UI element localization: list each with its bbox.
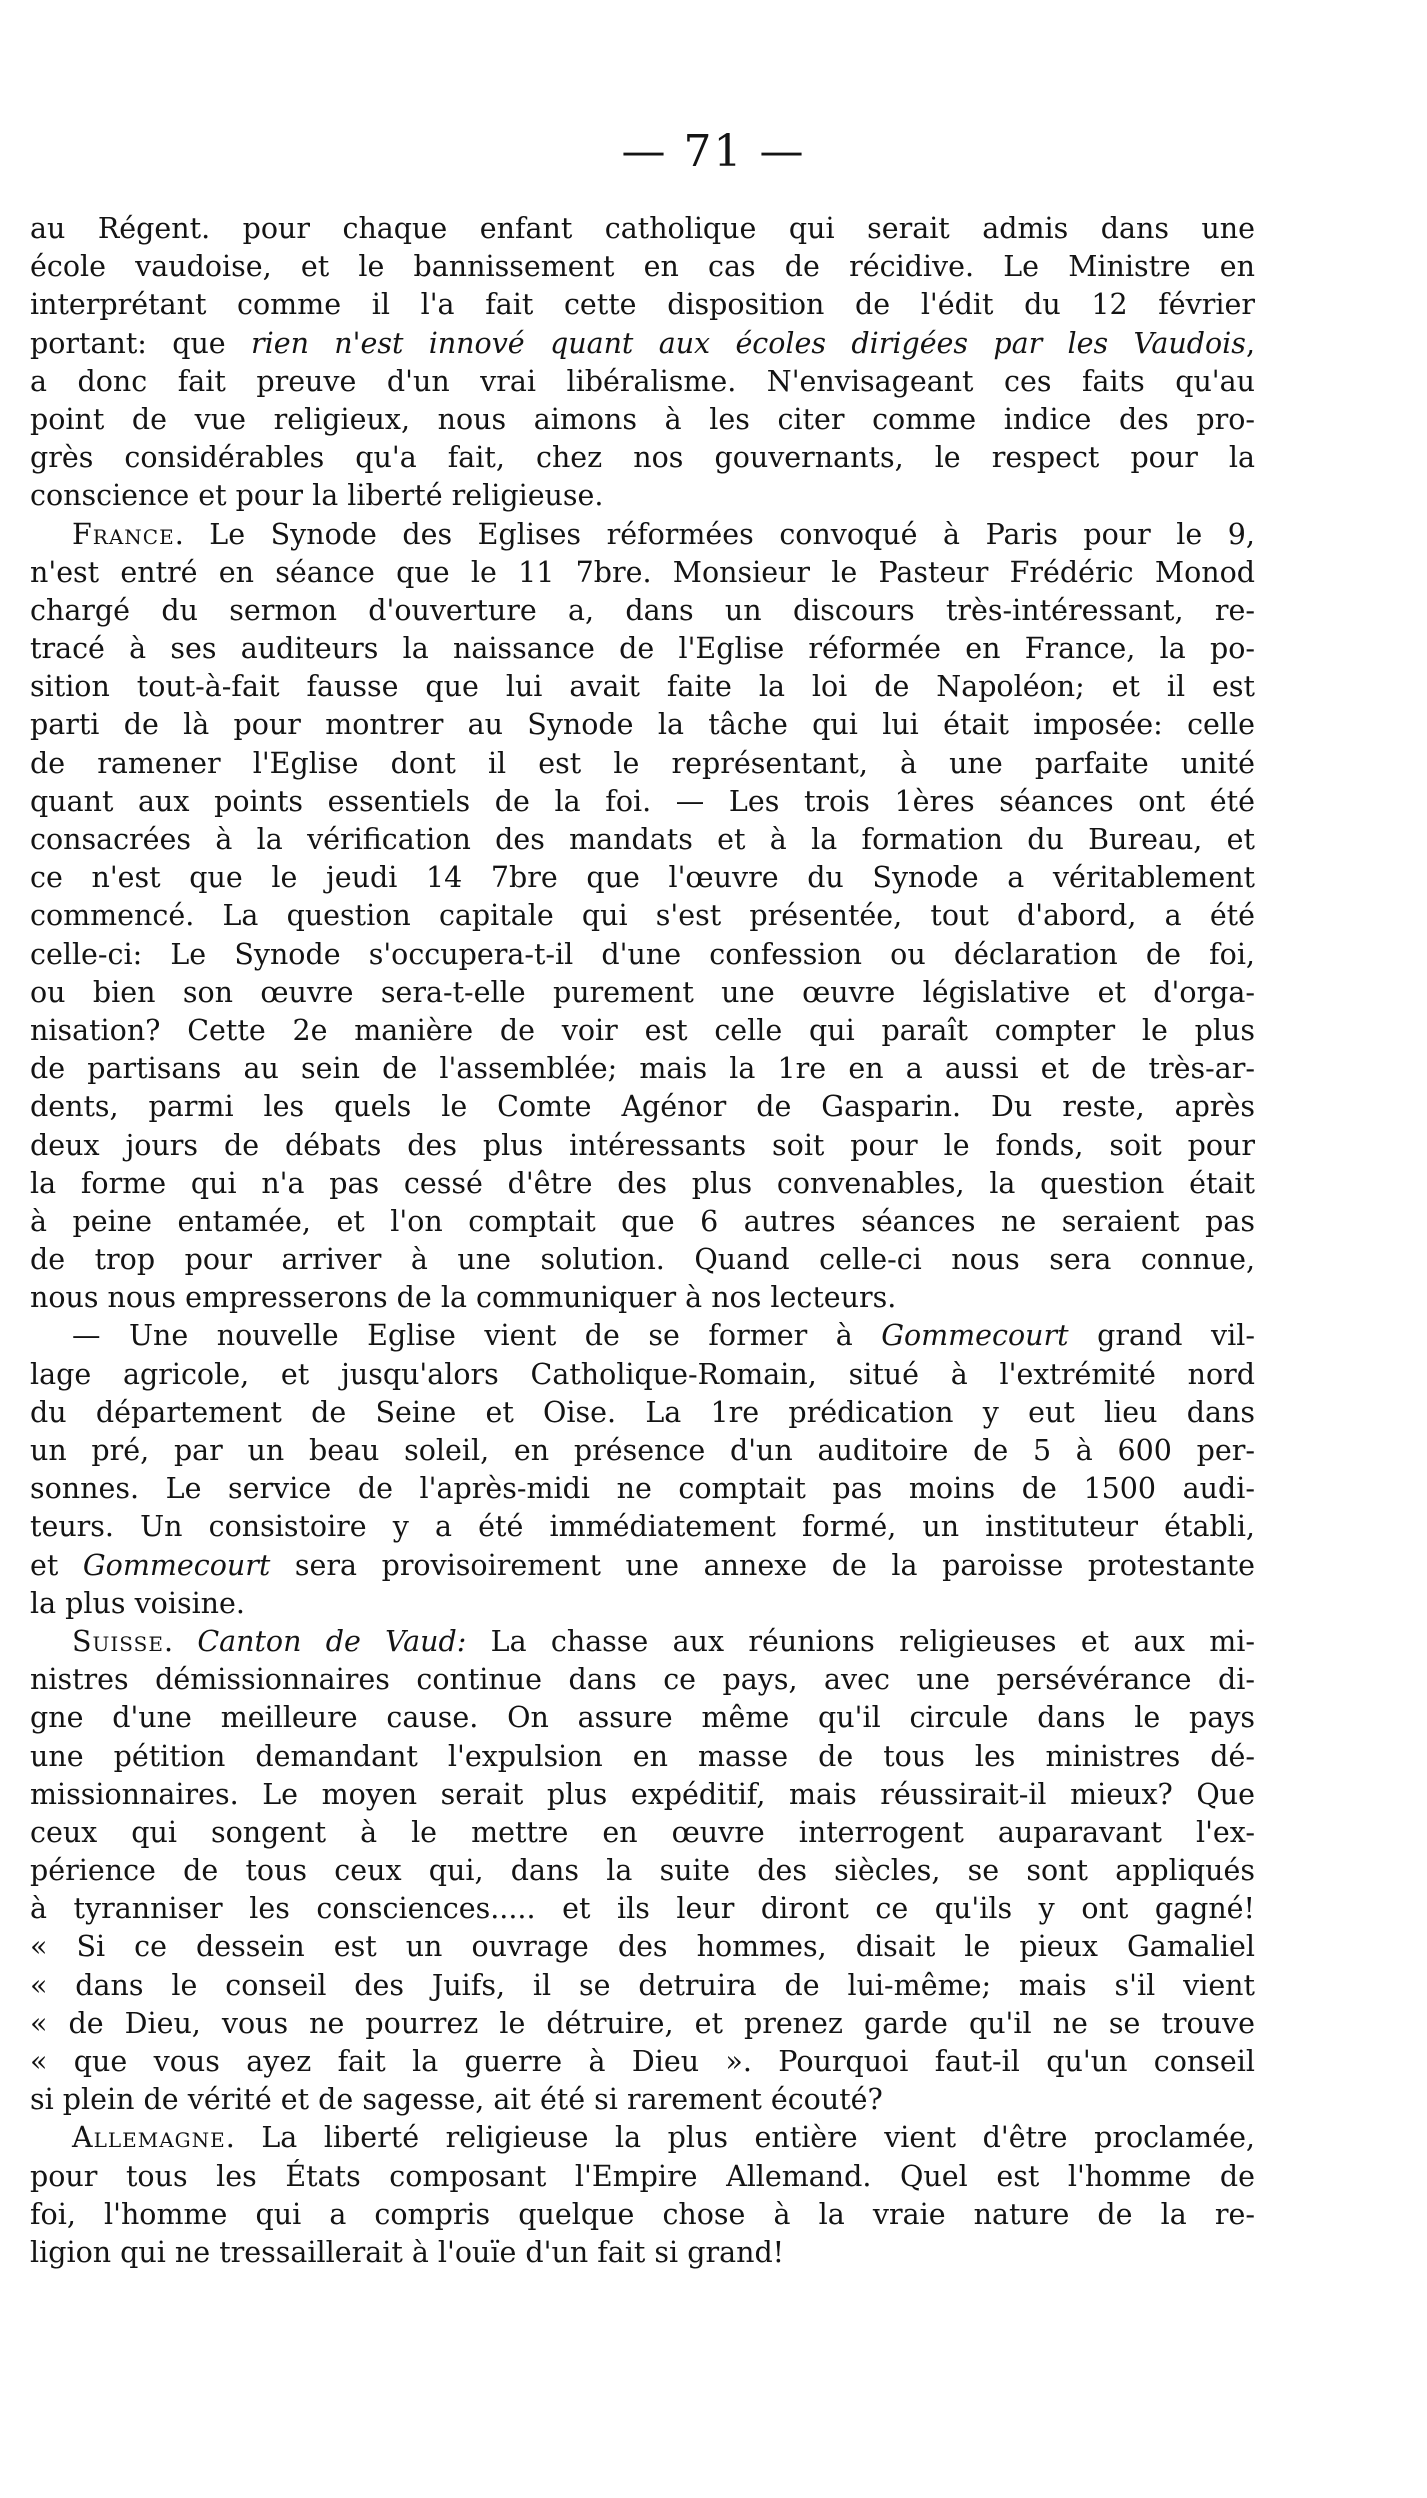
text-line — [30, 1127, 1255, 1165]
text-line — [30, 1470, 1255, 1508]
text-segment: de ramener l'Eglise dont il est le représentant, à une parfaite unité — [30, 746, 1255, 780]
text-segment: la forme qui n'a pas cessé d'être des plus convenables, la question était — [30, 1166, 1255, 1200]
text-segment: missionnaires. Le moyen serait plus expéditif, mais réussirait-il mieux? Que — [30, 1777, 1255, 1811]
text-line — [30, 325, 1255, 363]
text-segment: ou bien son œuvre sera-t-elle purement une œuvre législative et d'orga- — [30, 975, 1255, 1009]
text-line — [30, 286, 1255, 324]
italic-text: rien n'est innové quant aux écoles dirigées par les Vaudois — [250, 326, 1246, 360]
text-segment: — Une nouvelle Eglise vient de se former à — [72, 1319, 882, 1353]
text-line — [30, 1776, 1255, 1814]
text-segment: si plein de vérité et de sagesse, ait été si rarement écouté? — [30, 2083, 883, 2117]
text-segment: au Régent. pour chaque enfant catholique qui serait admis dans une — [30, 212, 1255, 245]
text-segment: consacrées à la vérification des mandats et à la formation du Bureau, et — [30, 823, 1255, 856]
text-segment: « de Dieu, vous ne pourrez le détruire, et prenez garde qu'il ne se trouve — [30, 2006, 1255, 2040]
text-line — [30, 1279, 1255, 1317]
text-segment: de partisans au sein de l'assemblée; mais la 1re en a aussi et de très-ar- — [30, 1052, 1255, 1086]
text-segment: conscience et pour la liberté religieuse. — [30, 479, 604, 513]
text-segment: La chasse aux réunions religieuses et aux mi- — [466, 1624, 1255, 1658]
text-segment: du département de Seine et Oise. La 1re prédication y eut lieu dans — [30, 1395, 1255, 1429]
text-line — [30, 1699, 1255, 1737]
text-line — [30, 1967, 1255, 2005]
text-segment: parti de là pour montrer au Synode la tâche qui lui était imposée: celle — [30, 708, 1255, 742]
text-line — [30, 1203, 1255, 1241]
text-line — [30, 1050, 1255, 1088]
text-line — [30, 1814, 1255, 1852]
text-segment: portant: que — [30, 326, 251, 360]
text-line — [30, 745, 1255, 783]
text-segment: a donc fait preuve d'un vrai libéralisme. N'envisageant ces faits qu'au — [30, 364, 1255, 398]
section-heading: Allemagne — [72, 2121, 226, 2155]
text-line — [30, 1432, 1255, 1470]
text-line — [30, 1928, 1255, 1966]
text-line — [30, 1585, 1255, 1623]
text-segment: et — [30, 1548, 83, 1582]
text-segment: à peine entamée, et l'on comptait que 6 autres séances ne seraient pas — [30, 1204, 1255, 1238]
text-segment: , — [1245, 326, 1255, 360]
text-segment: « Si ce dessein est un ouvrage des hommes, disait le pieux Gamaliel — [30, 1930, 1255, 1964]
text-line — [30, 2119, 1255, 2157]
text-segment: une pétition demandant l'expulsion en masse de tous les ministres dé- — [30, 1739, 1255, 1773]
text-line — [30, 1852, 1255, 1890]
text-line — [30, 363, 1255, 401]
text-line — [30, 974, 1255, 1012]
text-line — [30, 668, 1255, 706]
text-segment: lage agricole, et jusqu'alors Catholique-Romain, situé à l'extrémité nord — [30, 1357, 1255, 1391]
text-segment: la plus voisine. — [30, 1586, 245, 1620]
text-segment: pour tous les États composant l'Empire Allemand. Quel est l'homme de — [30, 2159, 1255, 2193]
text-line — [30, 783, 1255, 821]
text-line — [30, 1356, 1255, 1394]
text-segment: deux jours de débats des plus intéressants soit pour le fonds, soit pour — [30, 1128, 1255, 1162]
text-segment: n'est entré en séance que le 11 7bre. Monsieur le Pasteur Frédéric Monod — [30, 555, 1255, 589]
page-number: — 71 — — [621, 126, 806, 177]
text-line — [30, 554, 1255, 592]
text-segment: de trop pour arriver à une solution. Quand celle-ci nous sera connue, — [30, 1243, 1255, 1277]
text-segment: grand vil- — [1068, 1319, 1255, 1353]
text-line — [30, 821, 1255, 859]
text-line — [30, 1661, 1255, 1699]
text-segment: périence de tous ceux qui, dans la suite des siècles, se sont appliqués — [30, 1854, 1255, 1888]
text-line — [30, 1012, 1255, 1050]
text-segment: commencé. La question capitale qui s'est présentée, tout d'abord, a été — [30, 899, 1255, 933]
text-segment: . La liberté religieuse la plus entière vient d'être proclamée, — [225, 2121, 1255, 2155]
text-segment: sonnes. Le service de l'après-midi ne comptait pas moins de 1500 audi- — [30, 1472, 1255, 1506]
italic-text: Canton de Vaud: — [197, 1624, 467, 1658]
text-line — [30, 248, 1255, 286]
text-line — [30, 2043, 1255, 2081]
text-line — [30, 706, 1255, 744]
text-segment: sera provisoirement une annexe de la paroisse protestante — [270, 1548, 1255, 1582]
text-segment: chargé du sermon d'ouverture a, dans un discours très-intéressant, re- — [30, 593, 1255, 627]
text-segment: grès considérables qu'a fait, chez nos gouvernants, le respect pour la — [30, 441, 1255, 475]
text-segment: dents, parmi les quels le Comte Agénor de Gasparin. Du reste, après — [30, 1090, 1255, 1124]
text-line — [30, 516, 1255, 554]
italic-text: Gommecourt — [82, 1548, 271, 1582]
text-line — [30, 897, 1255, 935]
text-segment: à tyranniser les consciences..... et ils leur diront ce qu'ils y ont gagné! — [30, 1892, 1255, 1926]
text-segment: nisation? Cette 2e manière de voir est celle qui paraît compter le plus — [30, 1013, 1255, 1047]
text-segment: tracé à ses auditeurs la naissance de l'Eglise réformée en France, la po- — [30, 632, 1255, 666]
text-segment: point de vue religieux, nous aimons à les citer comme indice des pro- — [30, 402, 1255, 436]
text-line — [30, 1394, 1255, 1432]
text-line — [30, 210, 1255, 248]
text-segment: ceux qui songent à le mettre en œuvre interrogent auparavant l'ex- — [30, 1815, 1255, 1849]
text-line — [30, 2005, 1255, 2043]
text-segment: teurs. Un consistoire y a été immédiatement formé, un instituteur établi, — [30, 1510, 1255, 1544]
text-line — [30, 1890, 1255, 1928]
text-line — [30, 2196, 1255, 2234]
text-line — [30, 401, 1255, 439]
text-segment: celle-ci: Le Synode s'occupera-t-il d'une confession ou déclaration de foi, — [30, 937, 1255, 971]
text-segment: « que vous ayez fait la guerre à Dieu ». Pourquoi faut-il qu'un conseil — [30, 2045, 1255, 2078]
text-line — [30, 2081, 1255, 2119]
text-segment: école vaudoise, et le bannissement en cas de récidive. Le Ministre en — [30, 250, 1255, 284]
text-segment: . Le Synode des Eglises réformées convoqué à Paris pour le 9, — [174, 517, 1255, 551]
text-line — [30, 2158, 1255, 2196]
text-line — [30, 630, 1255, 668]
text-segment: « dans le conseil des Juifs, il se detruira de lui-même; mais s'il vient — [30, 1968, 1255, 2002]
text-line — [30, 1547, 1255, 1585]
text-line — [30, 592, 1255, 630]
text-segment: ce n'est que le jeudi 14 7bre que l'œuvre du Synode a véritablement — [30, 861, 1255, 895]
text-segment: nistres démissionnaires continue dans ce pays, avec une persévérance di- — [30, 1663, 1255, 1697]
text-segment: gne d'une meilleure cause. On assure même qu'il circule dans le pays — [30, 1701, 1255, 1735]
text-line — [30, 1165, 1255, 1203]
text-segment: sition tout-à-fait fausse que lui avait faite la loi de Napoléon; et il est — [30, 670, 1255, 704]
text-line — [30, 1738, 1255, 1776]
body-text — [30, 210, 1255, 2272]
text-line — [30, 477, 1255, 515]
text-line — [30, 439, 1255, 477]
text-line — [30, 1088, 1255, 1126]
text-segment: quant aux points essentiels de la foi. — Les trois 1ères séances ont été — [30, 784, 1255, 818]
text-segment: . — [163, 1624, 198, 1658]
section-heading: Suisse — [72, 1624, 164, 1658]
text-line — [30, 1623, 1255, 1661]
text-line — [30, 936, 1255, 974]
text-line — [30, 1241, 1255, 1279]
text-line — [30, 859, 1255, 897]
text-line — [30, 1508, 1255, 1546]
text-segment: foi, l'homme qui a compris quelque chose à la vraie nature de la re- — [30, 2197, 1255, 2231]
text-line — [30, 2234, 1255, 2272]
text-line — [30, 1317, 1255, 1355]
text-segment: un pré, par un beau soleil, en présence d'un auditoire de 5 à 600 per- — [30, 1434, 1255, 1467]
text-segment: interprétant comme il l'a fait cette disposition de l'édit du 12 février — [30, 288, 1255, 322]
italic-text: Gommecourt — [881, 1319, 1069, 1353]
text-segment: nous nous empresserons de la communiquer à nos lecteurs. — [30, 1281, 897, 1315]
section-heading: France — [72, 517, 175, 551]
text-segment: ligion qui ne tressaillerait à l'ouïe d'un fait si grand! — [30, 2235, 785, 2269]
